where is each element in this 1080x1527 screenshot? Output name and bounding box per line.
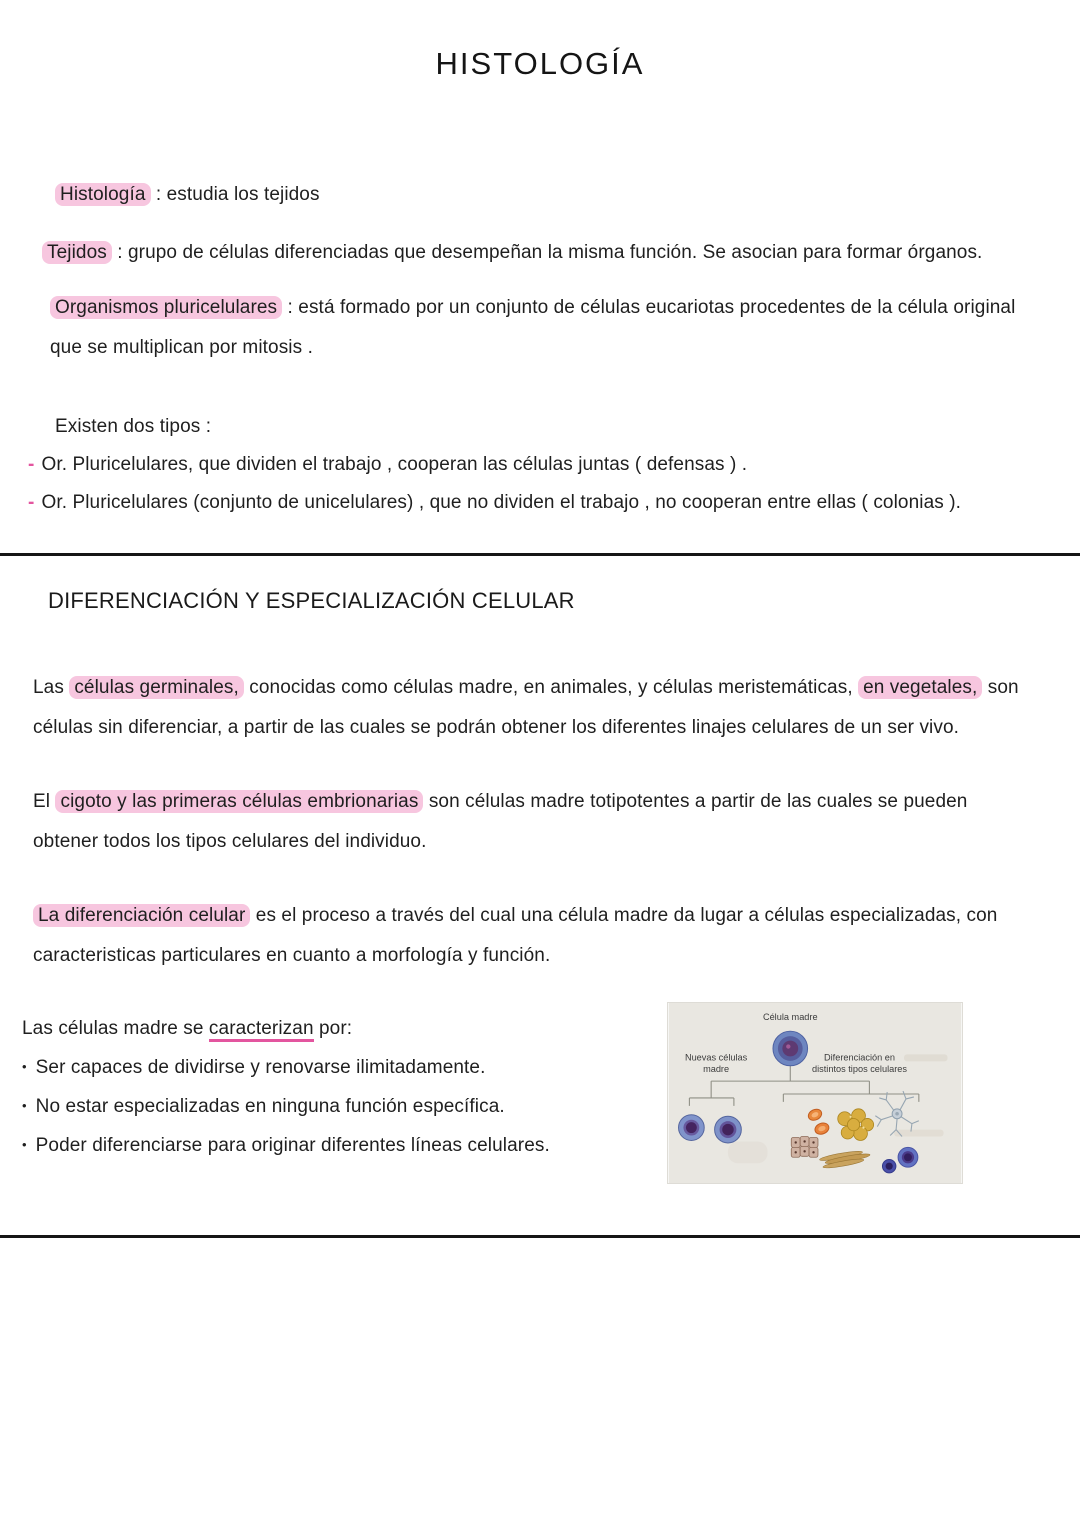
bullet-icon: • bbox=[22, 1059, 27, 1074]
highlighted-diferenciacion-celular: La diferenciación celular bbox=[33, 904, 250, 927]
definition-histologia bbox=[55, 180, 320, 210]
stem-cells-list bbox=[22, 1010, 667, 1165]
epithelial-tissue-icon bbox=[791, 1137, 818, 1158]
highlighted-term-histologia: Histología bbox=[55, 183, 151, 206]
list-intro-text: por: bbox=[313, 1018, 353, 1039]
highlighted-cigoto: cigoto y las primeras células embrionarias bbox=[55, 790, 423, 813]
paragraph-text: conocidas como células madre, en animales, y células meristemáticas, bbox=[243, 677, 859, 698]
paragraph-text: es el proceso a través del cual una célula madre da lugar a células especializadas, con caracteristicas particulares en cuanto a morfología y función. bbox=[33, 905, 998, 966]
definition-tejidos bbox=[42, 238, 1052, 268]
highlighted-celulas-germinales: células germinales, bbox=[69, 676, 244, 699]
paper-showthrough bbox=[904, 1054, 948, 1061]
type-item-2 bbox=[28, 488, 1073, 518]
page-title: HISTOLOGÍA bbox=[435, 46, 645, 81]
definition-tejidos-text: : grupo de células diferenciadas que desempeñan la misma función. Se asocian para formar órganos. bbox=[111, 242, 983, 263]
figure-label-new-stem-1: Nuevas células bbox=[684, 1052, 748, 1063]
section-divider-top bbox=[0, 553, 1080, 556]
paragraph-diferenciacion bbox=[33, 896, 1025, 976]
types-heading: Existen dos tipos : bbox=[55, 416, 212, 437]
paragraph-text: son células sin diferenciar, a partir de las cuales se podrán obtener los diferentes linajes celulares de un ser vivo. bbox=[33, 677, 1019, 738]
type-item-1 bbox=[28, 450, 1068, 480]
figure-illustration bbox=[668, 1003, 962, 1183]
paragraph-germinales bbox=[33, 668, 1025, 748]
paragraph-cigoto bbox=[33, 782, 1025, 862]
type-item-2-text: Or. Pluricelulares (conjunto de unicelulares) , que no dividen el trabajo , no cooperan entre ellas ( colonias ). bbox=[41, 492, 962, 513]
list-item bbox=[22, 1126, 667, 1165]
list-intro-text: Las células madre se bbox=[22, 1018, 209, 1039]
figure-label-stem-cell: Célula madre bbox=[762, 1011, 818, 1022]
figure-label-new-stem-2: madre bbox=[703, 1064, 730, 1075]
type-item-1-text: Or. Pluricelulares, que dividen el trabajo , cooperan las células juntas ( defensas ) . bbox=[41, 454, 748, 475]
definition-organismos bbox=[50, 288, 1050, 368]
section-heading: DIFERENCIACIÓN Y ESPECIALIZACIÓN CELULAR bbox=[48, 588, 575, 613]
highlighted-term-organismos: Organismos pluricelulares bbox=[50, 296, 282, 319]
figure-label-diff-1: Diferenciación en bbox=[824, 1052, 896, 1063]
definition-histologia-text: : estudia los tejidos bbox=[150, 184, 320, 205]
section-divider-bottom bbox=[0, 1235, 1080, 1238]
definition-organismos-text: : está formado por un conjunto de células eucariotas procedentes de la célula original que se multiplican por mitosis . bbox=[50, 297, 1016, 358]
highlighted-en-vegetales: en vegetales, bbox=[858, 676, 982, 699]
paragraph-text: Las bbox=[33, 677, 70, 698]
bullet-icon: • bbox=[22, 1137, 27, 1152]
list-item-text: No estar especializadas en ninguna función específica. bbox=[35, 1096, 505, 1117]
underlined-caracterizan: caracterizan bbox=[209, 1018, 314, 1042]
pink-dash: - bbox=[28, 454, 35, 475]
list-item-text: Poder diferenciarse para originar diferentes líneas celulares. bbox=[35, 1135, 550, 1156]
list-item bbox=[22, 1048, 667, 1087]
pink-dash: - bbox=[28, 492, 35, 513]
paper-showthrough bbox=[728, 1141, 768, 1163]
figure-label-diff-2: distintos tipos celulares bbox=[812, 1064, 907, 1075]
paragraph-text: El bbox=[33, 791, 56, 812]
paragraph-text: son células madre totipotentes a partir de las cuales se pueden obtener todos los tipos celulares del individuo. bbox=[33, 791, 968, 852]
stem-cell-differentiation-figure bbox=[667, 1002, 963, 1184]
stem-cells-intro bbox=[22, 1010, 667, 1048]
list-item bbox=[22, 1087, 667, 1126]
highlighted-term-tejidos: Tejidos bbox=[42, 241, 112, 264]
stem-cell-icon bbox=[773, 1031, 808, 1066]
list-item-text: Ser capaces de dividirse y renovarse ilimitadamente. bbox=[35, 1057, 486, 1078]
bullet-icon: • bbox=[22, 1098, 27, 1113]
